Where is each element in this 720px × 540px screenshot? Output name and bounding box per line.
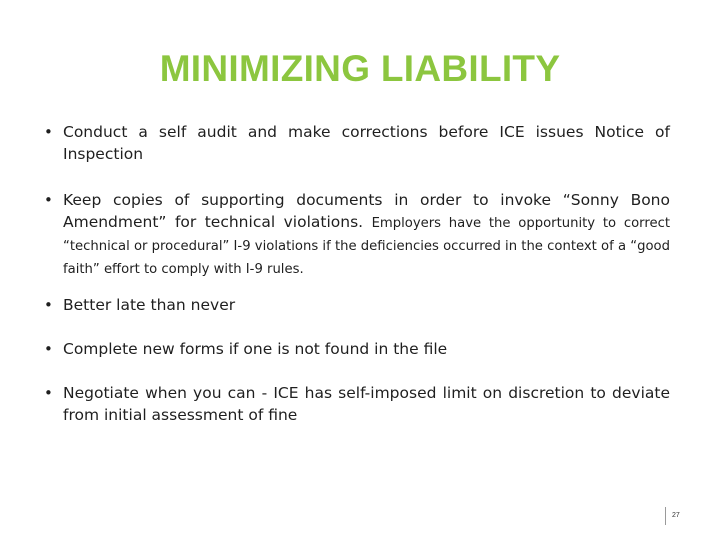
bullet-item [44, 121, 670, 165]
bullet-item [44, 189, 670, 280]
slide-title: MINIMIZING LIABILITY [159, 48, 561, 89]
page-number: 27 [672, 512, 680, 519]
bullet-marker: • [44, 191, 53, 209]
bullet-item [44, 382, 670, 426]
bullet-text: Complete new forms if one is not found in the file [63, 340, 448, 358]
bullet-detail-text: Employers have the opportunity to correct “technical or procedural” I-9 violations if the deficiencies occurred in the context of a “good faith” effort to comply with I-9 rules. [63, 216, 670, 277]
bullet-marker: • [44, 123, 53, 141]
bullet-marker: • [44, 384, 53, 402]
bullet-text: Keep copies of supporting documents in order to invoke “Sonny Bono Amendment” for technical violations. [63, 191, 670, 231]
bullet-item [44, 294, 670, 316]
bullet-marker: • [44, 340, 53, 358]
bullet-text: Negotiate when you can - ICE has self-imposed limit on discretion to deviate from initial assessment of fine [63, 384, 670, 424]
bullet-item [44, 338, 670, 360]
page-number-divider [665, 507, 666, 525]
bullet-text: Better late than never [63, 296, 236, 314]
bullet-text: Conduct a self audit and make corrections before ICE issues Notice of Inspection [63, 123, 670, 163]
bullet-marker: • [44, 296, 53, 314]
